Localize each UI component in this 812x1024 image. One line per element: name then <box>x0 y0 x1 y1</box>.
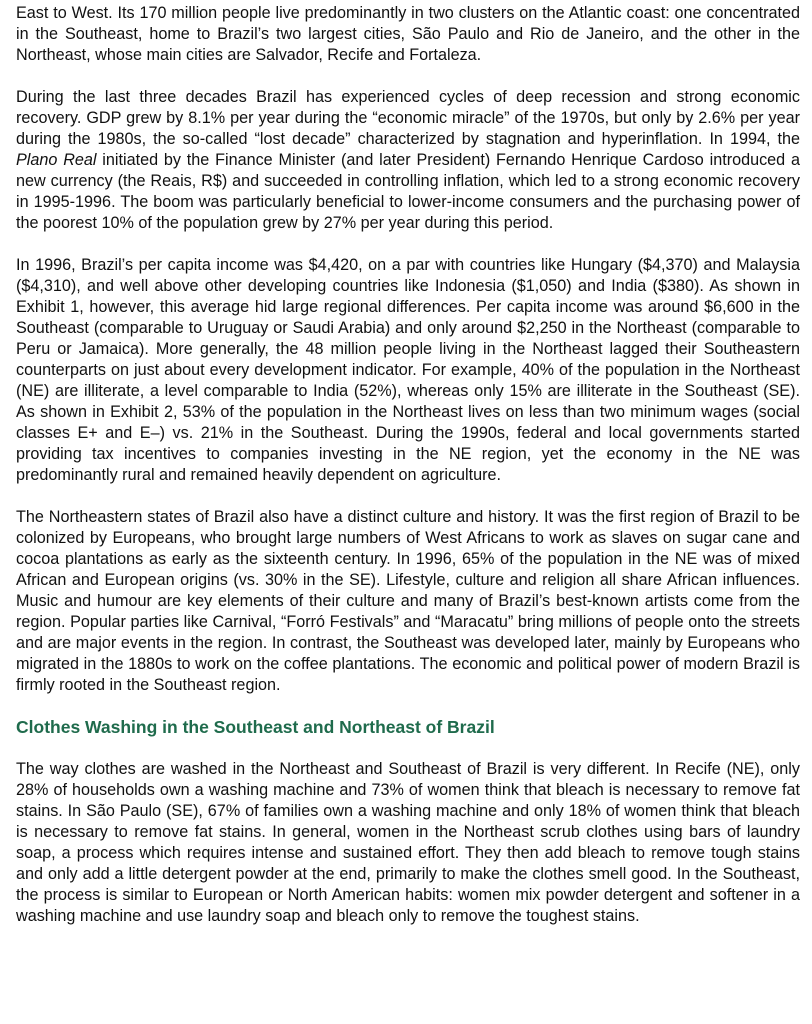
section-heading: Clothes Washing in the Southeast and Northeast of Brazil <box>16 717 495 737</box>
text-segment-italic: Plano Real <box>16 151 97 169</box>
paragraph-culture <box>16 507 800 696</box>
paragraph-income <box>16 255 800 486</box>
text-segment: The Northeastern states of Brazil also have a distinct culture and history. It was the first region of Brazil to be colonized by Europeans, who brought large numbers of West Africans to work as slaves on sugar cane and cocoa plantations as early as the sixteenth century. In 1996, 65% of the population in the NE was of mixed African and European origins (vs. 30% in the SE). Lifestyle, culture and religion all share African influences. Music and humour are key elements of their culture and many of Brazil’s best-known artists come from the region. Popular parties like Carnival, “Forró Festivals” and “Maracatu” bring millions of people onto the streets and are major events in the region. In contrast, the Southeast was developed later, mainly by Europeans who migrated in the 1880s to work on the coffee plantations. The economic and political power of modern Brazil is firmly rooted in the Southeast region. <box>16 508 800 694</box>
document-page <box>16 3 800 948</box>
paragraph-geography <box>16 3 800 66</box>
paragraph-clothes-washing: The way clothes are washed in the Northeast and Southeast of Brazil is very different. In Recife (NE), only 28% of households own a washing machine and 73% of women think that bleach is necessary to remove fat stains. In São Paulo (SE), 67% of families own a washing machine and only 18% of women think that bleach is necessary to remove fat stains. In general, women in the Northeast scrub clothes using bars of laundry soap, a process which requires intense and sustained effort. They then add bleach to remove tough stains and only add a little detergent powder at the end, primarily to make the clothes smell good. In the Southeast, the process is similar to European or North American habits: women mix powder detergent and softener in a washing machine and use laundry soap and bleach only to remove the toughest stains. <box>16 760 800 925</box>
text-segment: East to West. Its 170 million people live predominantly in two clusters on the Atlantic coast: one concentrated in the Southeast, home to Brazil’s two largest cities, São Paulo and Rio de Janeiro, and the other in the Northeast, whose main cities are Salvador, Recife and Fortaleza. <box>16 4 800 64</box>
text-segment: In 1996, Brazil’s per capita income was $4,420, on a par with countries like Hungary ($4,370) and Malaysia ($4,310), and well above other developing countries like Indonesia ($1,050) and India ($380). As shown in Exhibit 1, however, this average hid large regional differences. Per capita income was around $6,600 in the Southeast (comparable to Uruguay or Saudi Arabia) and only around $2,250 in the Northeast (comparable to Peru or Jamaica). More generally, the 48 million people living in the Northeast lagged their Southeastern counterparts on just about every development indicator. For example, 40% of the population in the Northeast (NE) are illiterate, a level comparable to India (52%), whereas only 15% are illiterate in the Southeast (SE). As shown in Exhibit 2, 53% of the population in the Northeast lives on less than two minimum wages (social classes E+ and E–) vs. 21% in the Southeast. During the 1990s, federal and local governments started providing tax incentives to companies investing in the NE region, yet the economy in the NE was predominantly rural and remained heavily dependent on agriculture. <box>16 256 800 484</box>
text-segment: initiated by the Finance Minister (and later President) Fernando Henrique Cardoso introduced a new currency (the Reais, R$) and succeeded in controlling inflation, which led to a strong economic recovery in 1995-1996. The boom was particularly beneficial to lower-income consumers and the purchasing power of the poorest 10% of the population grew by 27% per year during this period. <box>16 151 800 232</box>
paragraph-economy <box>16 87 800 234</box>
text-segment: During the last three decades Brazil has experienced cycles of deep recession and strong economic recovery. GDP grew by 8.1% per year during the “economic miracle” of the 1970s, but only by 2.6% per year during the 1980s, the so-called “lost decade” characterized by stagnation and hyperinflation. In 1994, the <box>16 88 800 148</box>
